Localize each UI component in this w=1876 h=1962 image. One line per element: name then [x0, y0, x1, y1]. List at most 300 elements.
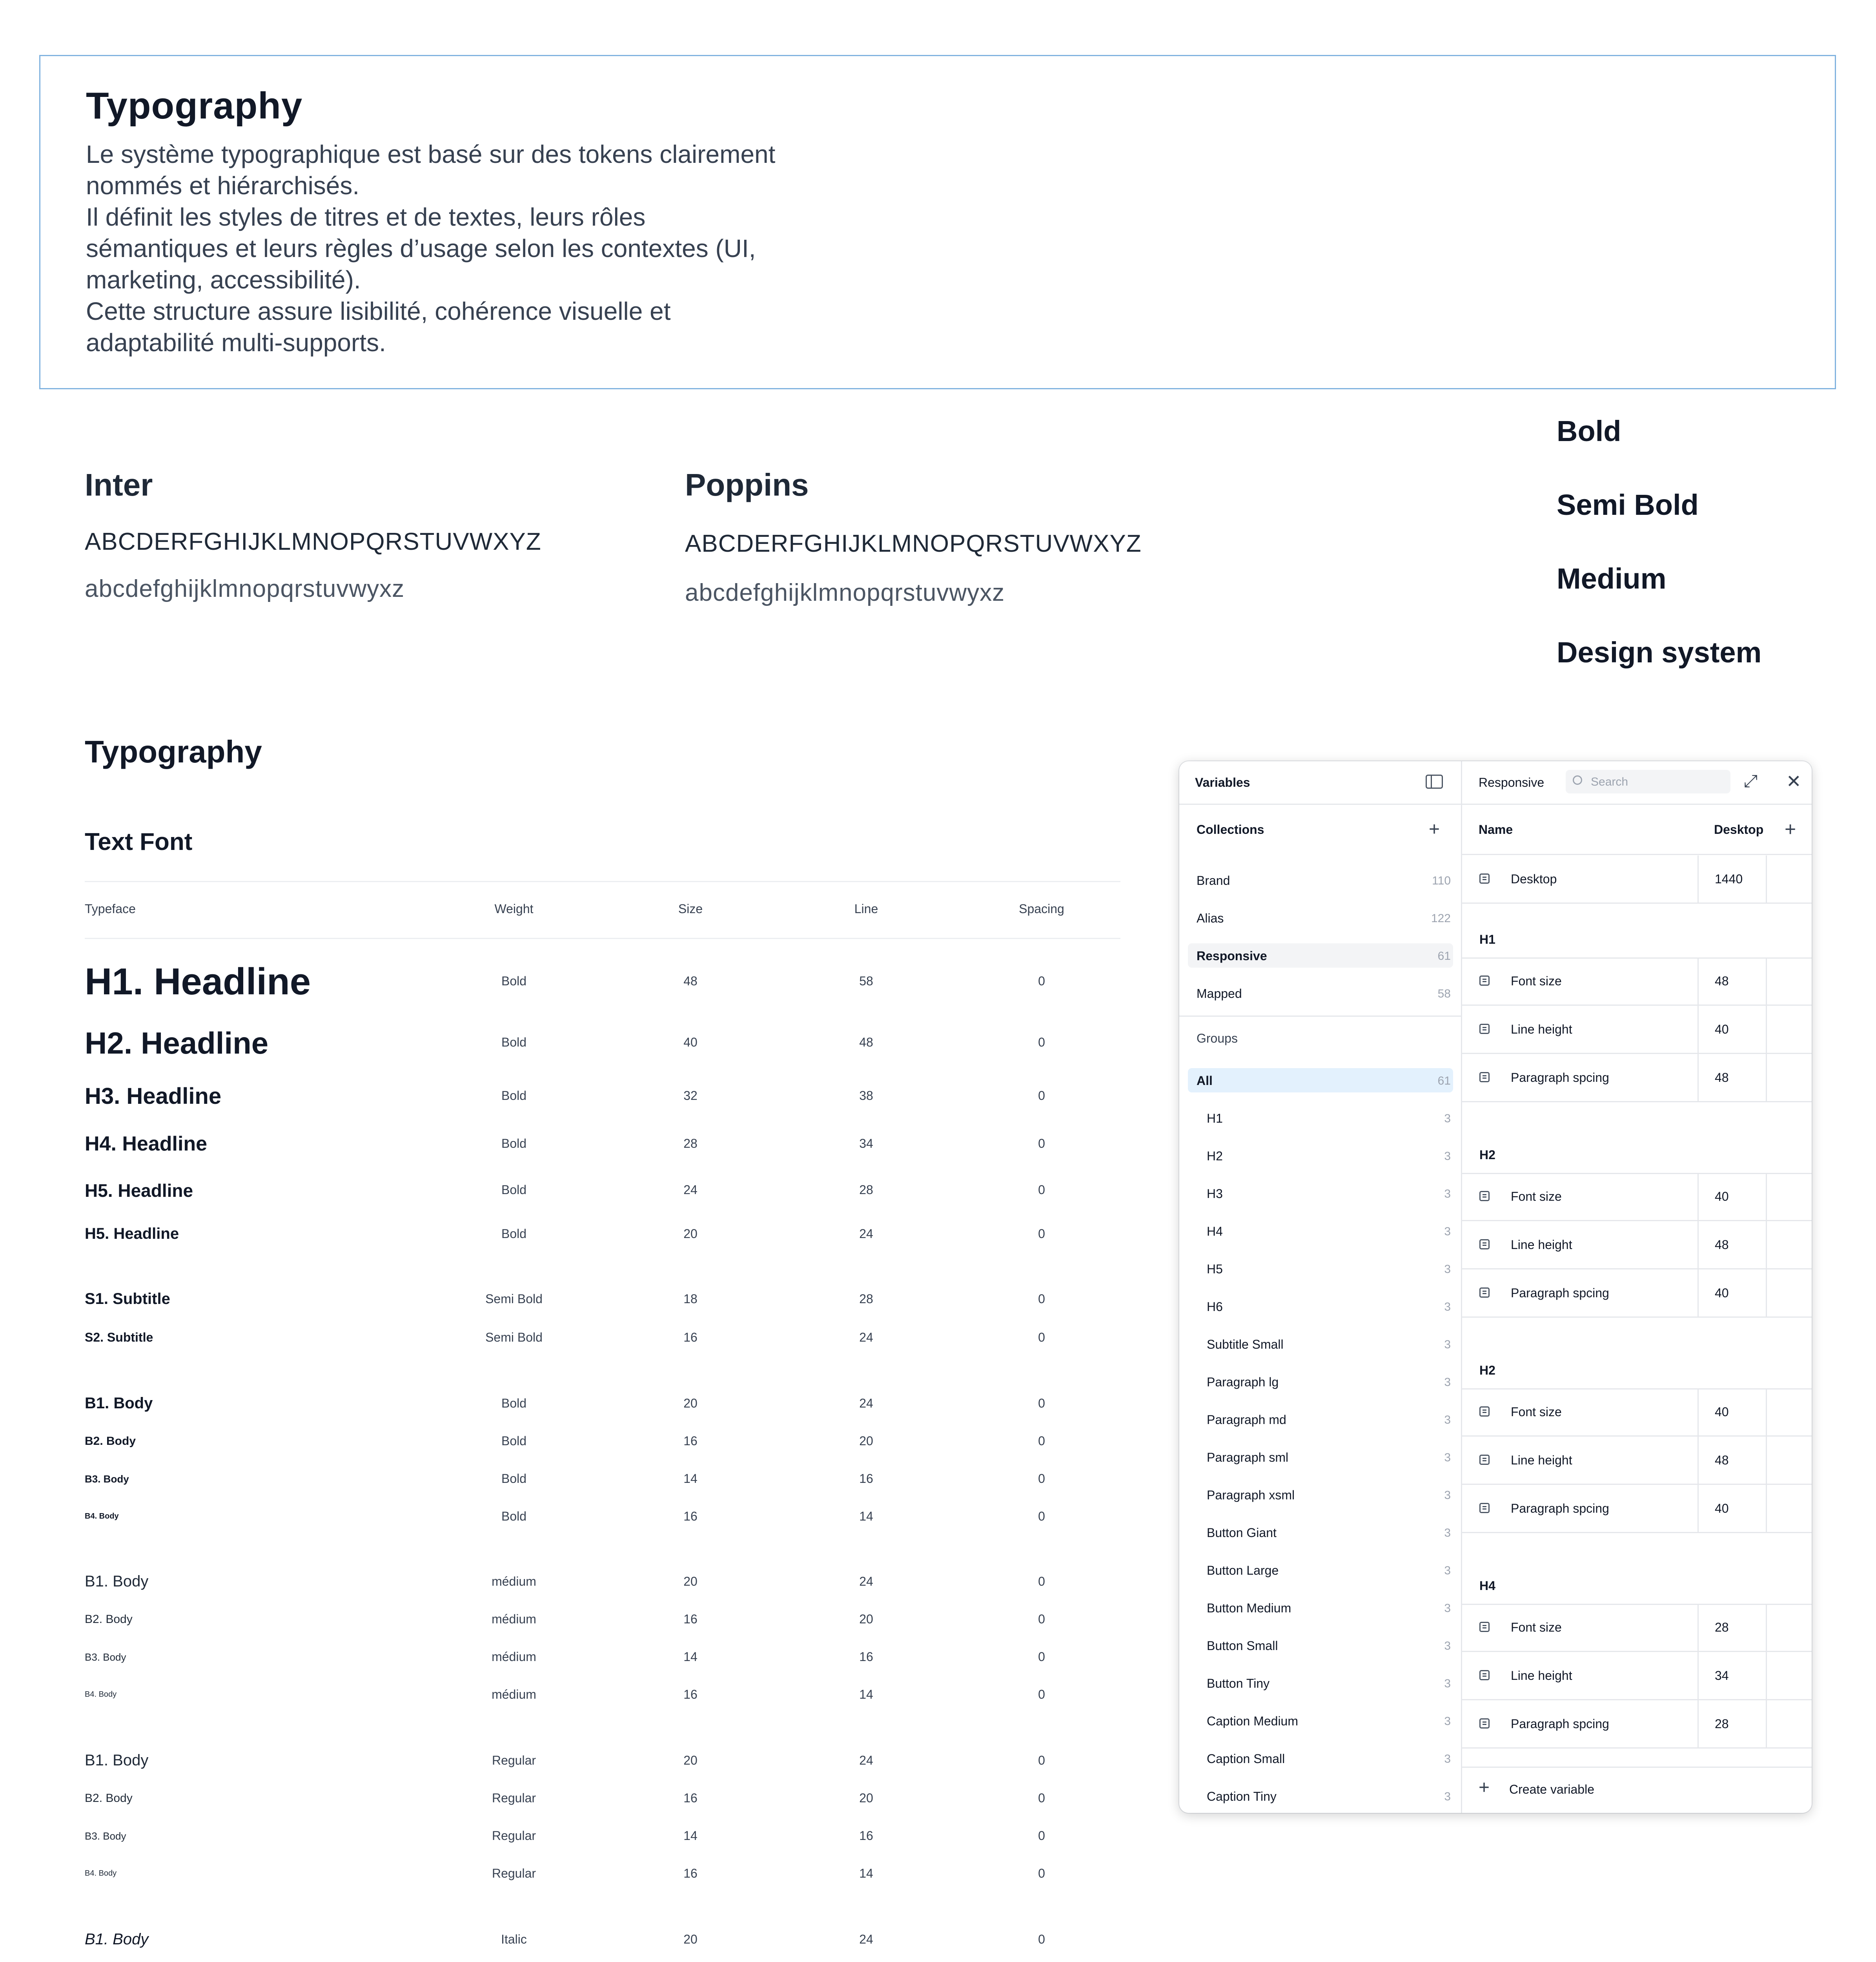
column-desktop: Desktop — [1714, 822, 1764, 837]
column-divider — [1766, 1221, 1767, 1268]
cell-size: 40 — [683, 1035, 698, 1049]
inter-uppercase: ABCDERFGHIJKLMNOPQRSTUVWXYZ — [85, 528, 541, 555]
cell-spacing: 0 — [1038, 1932, 1045, 1946]
variable-row[interactable] — [1462, 957, 1812, 1005]
group-count: 3 — [1444, 1338, 1451, 1351]
collection-item[interactable] — [1179, 873, 1461, 889]
column-divider — [1698, 1485, 1699, 1532]
group-count: 3 — [1444, 1677, 1451, 1690]
cell-weight: Semi Bold — [485, 1292, 543, 1306]
cell-size: 48 — [683, 974, 698, 988]
font-name-inter: Inter — [85, 467, 153, 502]
column-divider — [1698, 1437, 1699, 1484]
typeface-sample: B2. Body — [85, 1791, 133, 1805]
cell-weight: Regular — [492, 1791, 536, 1805]
cell-spacing: 0 — [1038, 1687, 1045, 1701]
group-item[interactable] — [1179, 1337, 1461, 1353]
group-label: H2 — [1207, 1149, 1223, 1163]
divider — [85, 938, 1120, 939]
typeface-sample: H2. Headline — [85, 1026, 269, 1061]
typeface-sample: H5. Headline — [85, 1180, 193, 1201]
cell-spacing: 0 — [1038, 1035, 1045, 1049]
text-font-title: Text Font — [85, 828, 193, 855]
cell-size: 16 — [683, 1687, 698, 1701]
variable-name: Font size — [1511, 1620, 1562, 1634]
cell-weight: Semi Bold — [485, 1330, 543, 1344]
variable-row[interactable] — [1462, 855, 1812, 903]
variable-type-icon — [1479, 1622, 1490, 1632]
typeface-sample: H5. Headline — [85, 1225, 179, 1242]
expand-icon[interactable]: ⤢ — [1744, 771, 1758, 791]
intro-line: Il définit les styles de titres et de textes, leurs rôles — [86, 203, 646, 231]
variable-value[interactable]: 48 — [1715, 1070, 1729, 1085]
row-divider — [1462, 903, 1812, 904]
group-label: Paragraph xsml — [1207, 1488, 1295, 1502]
search-input[interactable] — [1566, 770, 1730, 793]
cell-size: 20 — [683, 1227, 698, 1241]
column-divider — [1766, 1700, 1767, 1747]
row-divider — [1462, 1532, 1812, 1533]
group-label: H3 — [1207, 1187, 1223, 1201]
cell-spacing: 0 — [1038, 1330, 1045, 1344]
cell-weight: Regular — [492, 1753, 536, 1767]
variable-type-icon — [1479, 1503, 1490, 1513]
group-label: Paragraph sml — [1207, 1450, 1289, 1464]
group-item[interactable] — [1179, 1187, 1461, 1202]
typeface-sample: B1. Body — [85, 1752, 149, 1769]
divider — [1462, 1767, 1812, 1768]
weight-bold: Bold — [1557, 415, 1621, 447]
close-icon[interactable]: ✕ — [1786, 771, 1801, 791]
variable-type-icon — [1479, 976, 1490, 986]
cell-line: 28 — [859, 1183, 873, 1197]
cell-spacing: 0 — [1038, 1183, 1045, 1197]
cell-line: 20 — [859, 1434, 873, 1448]
group-count: 3 — [1444, 1187, 1451, 1200]
cell-line: 24 — [859, 1574, 873, 1588]
cell-line: 16 — [859, 1472, 873, 1486]
column-divider — [1766, 1485, 1767, 1532]
cell-spacing: 0 — [1038, 1612, 1045, 1626]
header-spacing: Spacing — [1019, 902, 1064, 916]
variable-name: Desktop — [1511, 872, 1557, 886]
group-count: 3 — [1444, 1150, 1451, 1163]
create-variable-button[interactable]: Create variable — [1509, 1782, 1594, 1796]
variable-row[interactable] — [1462, 1221, 1812, 1268]
cell-line: 38 — [859, 1089, 873, 1103]
group-item[interactable] — [1179, 1262, 1461, 1278]
group-count: 3 — [1444, 1225, 1451, 1238]
add-collection-icon[interactable]: + — [1429, 819, 1440, 840]
variable-row[interactable] — [1462, 1269, 1812, 1317]
cell-size: 28 — [683, 1136, 698, 1151]
variable-value[interactable]: 28 — [1715, 1620, 1729, 1634]
group-count: 3 — [1444, 1489, 1451, 1502]
variable-row[interactable] — [1462, 1054, 1812, 1101]
group-count: 3 — [1444, 1112, 1451, 1125]
group-item[interactable] — [1179, 1450, 1461, 1466]
divider — [1179, 1016, 1461, 1017]
cell-size: 16 — [683, 1434, 698, 1448]
cell-spacing: 0 — [1038, 1292, 1045, 1306]
cell-weight: Italic — [501, 1932, 527, 1946]
cell-spacing: 0 — [1038, 1574, 1045, 1588]
variable-name: Paragraph spcing — [1511, 1070, 1609, 1085]
column-divider — [1698, 1269, 1699, 1317]
cell-weight: Bold — [501, 1434, 527, 1448]
header-size: Size — [678, 902, 703, 916]
poppins-lowercase: abcdefghijklmnopqrstuvwyxz — [685, 579, 1005, 606]
cell-size: 18 — [683, 1292, 698, 1306]
variable-value[interactable]: 40 — [1715, 1405, 1729, 1419]
collection-count: 61 — [1437, 950, 1451, 963]
cell-spacing: 0 — [1038, 1866, 1045, 1880]
cell-spacing: 0 — [1038, 1650, 1045, 1664]
variable-type-icon — [1479, 1287, 1490, 1298]
row-divider — [1462, 1101, 1812, 1102]
column-divider — [1766, 1604, 1767, 1651]
variables-sidebar — [1179, 761, 1462, 1813]
variable-name: Line height — [1511, 1022, 1572, 1036]
typeface-sample: S1. Subtitle — [85, 1290, 170, 1307]
variable-type-icon — [1479, 1670, 1490, 1680]
intro-line: Le système typographique est basé sur des tokens clairement — [86, 140, 776, 168]
groups-label: Groups — [1197, 1031, 1238, 1045]
cell-size: 20 — [683, 1932, 698, 1946]
variable-name: Font size — [1511, 1405, 1562, 1419]
intro-line: Cette structure assure lisibilité, cohérence visuelle et — [86, 297, 671, 325]
variable-name: Paragraph spcing — [1511, 1501, 1609, 1515]
cell-size: 14 — [683, 1472, 698, 1486]
group-item[interactable] — [1179, 1526, 1461, 1541]
group-label: Paragraph md — [1207, 1413, 1286, 1427]
collection-item[interactable] — [1179, 949, 1461, 965]
group-item[interactable] — [1179, 1789, 1461, 1805]
collections-label: Collections — [1197, 822, 1264, 837]
group-label: Button Small — [1207, 1639, 1278, 1653]
group-count: 3 — [1444, 1639, 1451, 1652]
cell-weight: Bold — [501, 1227, 527, 1241]
group-count: 3 — [1444, 1715, 1451, 1728]
intro-title: Typography — [86, 85, 303, 127]
cell-weight: Bold — [501, 1089, 527, 1103]
typeface-sample: H3. Headline — [85, 1083, 222, 1109]
variable-row[interactable] — [1462, 1485, 1812, 1532]
cell-line: 28 — [859, 1292, 873, 1306]
typeface-sample: B2. Body — [85, 1612, 133, 1626]
row-divider — [1462, 1747, 1812, 1749]
column-divider — [1766, 1054, 1767, 1101]
cell-weight: Bold — [501, 1183, 527, 1197]
group-count: 3 — [1444, 1451, 1451, 1464]
group-count: 61 — [1437, 1074, 1451, 1087]
row-divider — [1462, 1317, 1812, 1318]
variable-type-icon — [1479, 1406, 1490, 1417]
group-count: 3 — [1444, 1413, 1451, 1426]
cell-size: 20 — [683, 1753, 698, 1767]
header-line: Line — [854, 902, 878, 916]
header-typeface: Typeface — [85, 902, 136, 916]
cell-weight: Bold — [501, 1396, 527, 1410]
intro-description — [86, 139, 890, 358]
typeface-sample: B4. Body — [85, 1512, 119, 1521]
variable-name: Paragraph spcing — [1511, 1717, 1609, 1731]
variable-type-icon — [1479, 1239, 1490, 1249]
cell-line: 16 — [859, 1829, 873, 1843]
collection-label: Brand — [1197, 873, 1230, 888]
column-divider — [1766, 1269, 1767, 1317]
cell-size: 16 — [683, 1509, 698, 1523]
cell-spacing: 0 — [1038, 1089, 1045, 1103]
group-label: Subtitle Small — [1207, 1337, 1284, 1351]
typeface-sample: B3. Body — [85, 1830, 126, 1842]
typeface-sample: B4. Body — [85, 1690, 117, 1699]
collection-label: Mapped — [1197, 986, 1242, 1001]
create-variable-icon[interactable]: + — [1479, 1777, 1490, 1798]
group-item[interactable] — [1179, 1149, 1461, 1165]
typeface-sample: S2. Subtitle — [85, 1330, 153, 1345]
variable-type-icon — [1479, 1191, 1490, 1201]
cell-line: 48 — [859, 1035, 873, 1049]
variable-name: Line height — [1511, 1238, 1572, 1252]
divider — [85, 881, 1120, 882]
font-name-poppins: Poppins — [685, 467, 809, 502]
typography-title: Typography — [85, 734, 262, 769]
divider — [1462, 804, 1812, 805]
group-item[interactable] — [1179, 1639, 1461, 1654]
variable-name: Line height — [1511, 1668, 1572, 1683]
cell-weight: Bold — [501, 1509, 527, 1523]
cell-spacing: 0 — [1038, 1227, 1045, 1241]
variable-type-icon — [1479, 1072, 1490, 1082]
cell-weight: médium — [492, 1612, 536, 1626]
variable-name: Font size — [1511, 1189, 1562, 1203]
group-count: 3 — [1444, 1300, 1451, 1313]
variable-name: Paragraph spcing — [1511, 1286, 1609, 1300]
cell-spacing: 0 — [1038, 1396, 1045, 1410]
cell-size: 14 — [683, 1829, 698, 1843]
cell-spacing: 0 — [1038, 1136, 1045, 1151]
cell-weight: médium — [492, 1650, 536, 1664]
variable-row[interactable] — [1462, 1006, 1812, 1053]
column-divider — [1766, 1388, 1767, 1435]
cell-spacing: 0 — [1038, 974, 1045, 988]
group-item[interactable] — [1179, 1488, 1461, 1504]
collection-title: Responsive — [1479, 775, 1545, 790]
column-divider — [1766, 1173, 1767, 1220]
cell-size: 20 — [683, 1574, 698, 1588]
typeface-sample: B1. Body — [85, 1573, 149, 1590]
column-divider — [1766, 1437, 1767, 1484]
variable-value[interactable]: 40 — [1715, 1022, 1729, 1036]
cell-line: 24 — [859, 1932, 873, 1946]
variable-value[interactable]: 48 — [1715, 1453, 1729, 1467]
group-label: Paragraph lg — [1207, 1375, 1279, 1389]
collection-label: Alias — [1197, 911, 1224, 925]
divider — [1462, 854, 1812, 855]
cell-size: 16 — [683, 1330, 698, 1344]
group-section-title: H2 — [1479, 1363, 1495, 1377]
column-divider — [1698, 1054, 1699, 1101]
typeface-sample: B4. Body — [85, 1869, 117, 1878]
cell-weight: médium — [492, 1687, 536, 1701]
sidebar-toggle-icon[interactable] — [1426, 775, 1443, 789]
variable-row[interactable] — [1462, 1388, 1812, 1435]
collection-count: 110 — [1432, 874, 1451, 887]
column-name: Name — [1479, 822, 1513, 837]
variables-panel — [1179, 761, 1812, 1813]
collection-item[interactable] — [1179, 911, 1461, 927]
group-item[interactable] — [1179, 1074, 1461, 1089]
cell-weight: Bold — [501, 1035, 527, 1049]
variable-type-icon — [1479, 1455, 1490, 1465]
group-label: Button Large — [1207, 1563, 1279, 1577]
group-count: 3 — [1444, 1752, 1451, 1765]
variable-value[interactable]: 1440 — [1715, 872, 1743, 886]
variable-value[interactable]: 28 — [1715, 1717, 1729, 1731]
column-divider — [1698, 1388, 1699, 1435]
cell-size: 16 — [683, 1791, 698, 1805]
group-count: 3 — [1444, 1526, 1451, 1539]
variable-row[interactable] — [1462, 1604, 1812, 1651]
add-mode-icon[interactable]: + — [1785, 818, 1796, 840]
cell-line: 20 — [859, 1791, 873, 1805]
search-icon — [1573, 775, 1582, 785]
intro-card — [39, 55, 1836, 389]
typeface-sample: B1. Body — [85, 1395, 153, 1412]
variable-value[interactable]: 40 — [1715, 1189, 1729, 1203]
cell-line: 24 — [859, 1396, 873, 1410]
intro-line: sémantiques et leurs règles d’usage selon les contextes (UI, — [86, 234, 756, 263]
intro-line: nommés et hiérarchisés. — [86, 171, 360, 200]
variable-type-icon — [1479, 1024, 1490, 1034]
weight-design-system: Design system — [1557, 636, 1762, 669]
cell-weight: médium — [492, 1574, 536, 1588]
group-item[interactable] — [1179, 1224, 1461, 1240]
group-label: Button Tiny — [1207, 1676, 1270, 1690]
group-label: Button Giant — [1207, 1526, 1277, 1540]
variable-value[interactable]: 34 — [1715, 1668, 1729, 1683]
typeface-sample: B3. Body — [85, 1473, 129, 1485]
group-item[interactable] — [1179, 1676, 1461, 1692]
cell-size: 32 — [683, 1089, 698, 1103]
column-divider — [1766, 1006, 1767, 1053]
group-count: 3 — [1444, 1790, 1451, 1803]
variables-title: Variables — [1195, 775, 1250, 790]
group-section-title: H4 — [1479, 1579, 1495, 1593]
weight-semi-bold: Semi Bold — [1557, 489, 1699, 521]
intro-line: marketing, accessibilité). — [86, 266, 361, 294]
group-item[interactable] — [1179, 1111, 1461, 1127]
group-count: 3 — [1444, 1602, 1451, 1615]
column-divider — [1698, 1006, 1699, 1053]
divider — [1179, 804, 1461, 805]
group-item[interactable] — [1179, 1752, 1461, 1767]
group-label: Caption Tiny — [1207, 1789, 1277, 1803]
cell-size: 20 — [683, 1396, 698, 1410]
group-item[interactable] — [1179, 1714, 1461, 1730]
variable-row[interactable] — [1462, 1652, 1812, 1699]
cell-spacing: 0 — [1038, 1791, 1045, 1805]
group-label: Caption Small — [1207, 1752, 1285, 1766]
group-item[interactable] — [1179, 1413, 1461, 1428]
column-divider — [1766, 1652, 1767, 1699]
variable-value[interactable]: 48 — [1715, 974, 1729, 988]
weight-medium: Medium — [1557, 562, 1667, 595]
group-label: H6 — [1207, 1300, 1223, 1314]
column-divider — [1698, 1652, 1699, 1699]
group-count: 3 — [1444, 1564, 1451, 1577]
variable-name: Line height — [1511, 1453, 1572, 1467]
variable-name: Font size — [1511, 974, 1562, 988]
group-item[interactable] — [1179, 1601, 1461, 1617]
typeface-sample: B1. Body — [85, 1931, 149, 1948]
collection-count: 122 — [1431, 912, 1451, 925]
cell-line: 58 — [859, 974, 873, 988]
column-divider — [1698, 1221, 1699, 1268]
column-divider — [1698, 1173, 1699, 1220]
column-divider — [1766, 957, 1767, 1005]
cell-weight: Bold — [501, 1472, 527, 1486]
cell-line: 14 — [859, 1687, 873, 1701]
variable-value[interactable]: 40 — [1715, 1501, 1729, 1515]
cell-line: 24 — [859, 1227, 873, 1241]
cell-line: 14 — [859, 1866, 873, 1880]
variable-type-icon — [1479, 1718, 1490, 1729]
cell-line: 16 — [859, 1650, 873, 1664]
variable-value[interactable]: 40 — [1715, 1286, 1729, 1300]
group-section-title: H1 — [1479, 932, 1495, 946]
header-weight: Weight — [494, 902, 534, 916]
typeface-sample: B3. Body — [85, 1651, 126, 1663]
collection-item[interactable] — [1179, 986, 1461, 1002]
variable-row[interactable] — [1462, 1700, 1812, 1747]
variable-value[interactable]: 48 — [1715, 1238, 1729, 1252]
group-label: All — [1197, 1074, 1213, 1088]
cell-line: 34 — [859, 1136, 873, 1151]
cell-size: 16 — [683, 1612, 698, 1626]
group-item[interactable] — [1179, 1375, 1461, 1391]
cell-size: 14 — [683, 1650, 698, 1664]
collection-count: 58 — [1437, 987, 1451, 1000]
typeface-sample: H4. Headline — [85, 1132, 208, 1156]
column-divider — [1698, 1604, 1699, 1651]
typeface-sample: B2. Body — [85, 1434, 136, 1448]
group-section-title: H2 — [1479, 1148, 1495, 1162]
group-label: H1 — [1207, 1111, 1223, 1125]
cell-spacing: 0 — [1038, 1753, 1045, 1767]
group-item[interactable] — [1179, 1563, 1461, 1579]
inter-lowercase: abcdefghijklmnopqrstuvwyxz — [85, 575, 405, 602]
cell-size: 24 — [683, 1183, 698, 1197]
cell-weight: Regular — [492, 1866, 536, 1880]
search-placeholder: Search — [1591, 775, 1628, 788]
cell-spacing: 0 — [1038, 1472, 1045, 1486]
variables-table — [1462, 761, 1812, 1813]
group-count: 3 — [1444, 1376, 1451, 1389]
cell-spacing: 0 — [1038, 1434, 1045, 1448]
variable-row[interactable] — [1462, 1173, 1812, 1220]
group-count: 3 — [1444, 1263, 1451, 1276]
cell-line: 20 — [859, 1612, 873, 1626]
intro-line: adaptabilité multi-supports. — [86, 328, 386, 357]
column-divider — [1766, 855, 1767, 903]
group-item[interactable] — [1179, 1300, 1461, 1315]
variable-type-icon — [1479, 873, 1490, 884]
column-divider — [1698, 855, 1699, 903]
variable-row[interactable] — [1462, 1437, 1812, 1484]
cell-spacing: 0 — [1038, 1829, 1045, 1843]
